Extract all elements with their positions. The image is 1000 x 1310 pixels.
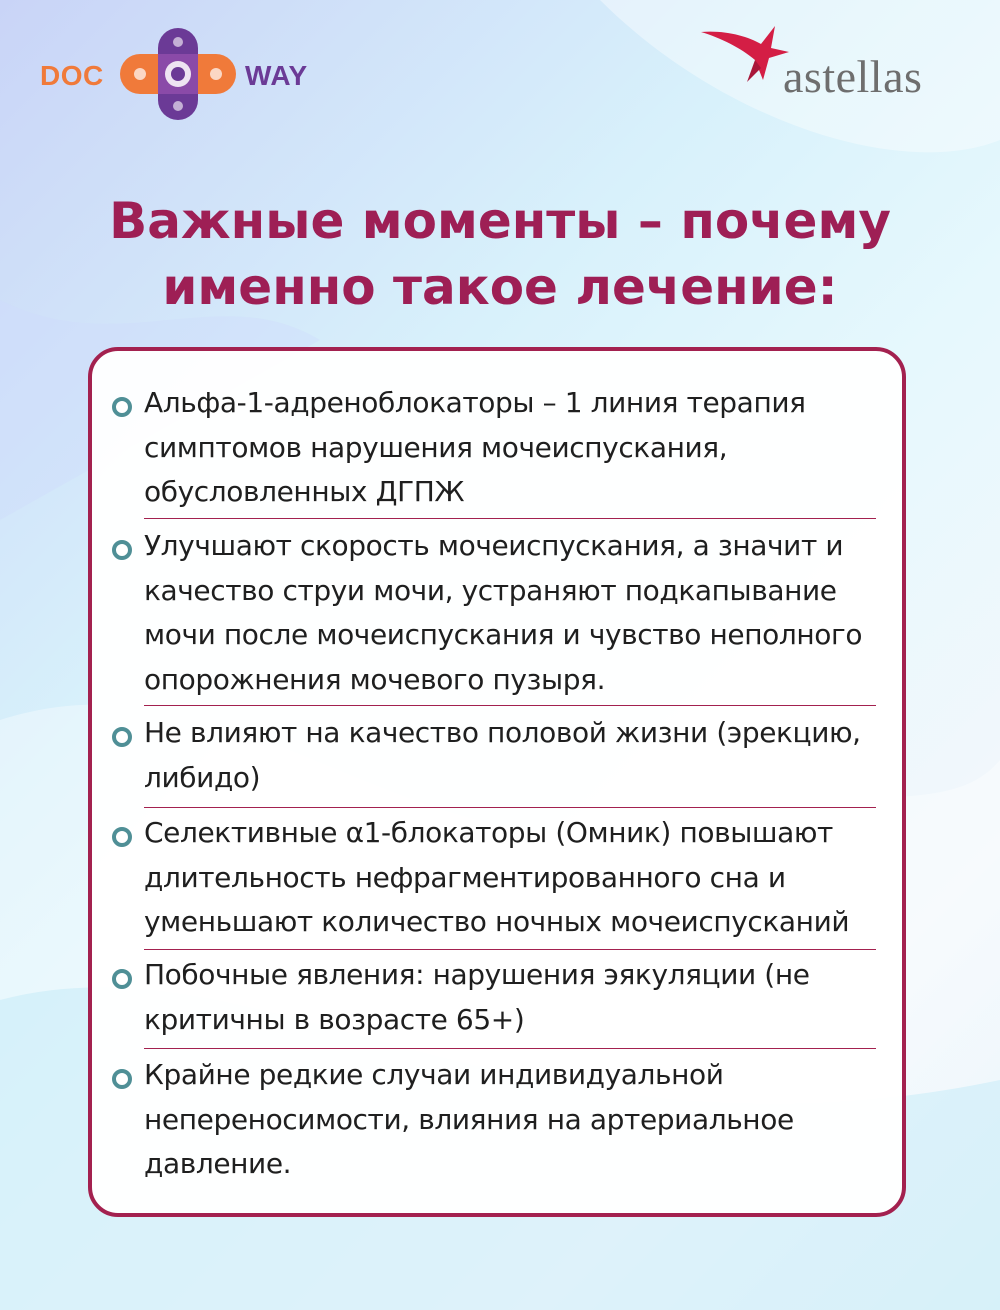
- divider: [144, 1048, 876, 1049]
- header: [0, 0, 1000, 140]
- bullet-ring-icon: [112, 827, 132, 847]
- list-item-text: Селективные α1-блокаторы (Омник) повышают длительность нефрагментированного сна и уменьшают количество ночных мочеиспусканий: [144, 816, 850, 938]
- bullet-ring-icon: [112, 969, 132, 989]
- list-item-text: Крайне редкие случаи индивидуальной непереносимости, влияния на артериальное давление.: [144, 1058, 794, 1180]
- list-item-text: Альфа-1-адреноблокаторы – 1 линия терапия симптомов нарушения мочеиспускания, обусловленных ДГПЖ: [144, 386, 806, 508]
- page-title-line-2: именно такое лечение:: [162, 258, 838, 316]
- docway-cross-logo-icon: [118, 26, 238, 122]
- divider: [144, 705, 876, 706]
- bullet-ring-icon: [112, 1069, 132, 1089]
- docway-logo-right-text: WAY: [245, 60, 308, 91]
- divider: [144, 518, 876, 519]
- docway-logo-left-text: DOC: [40, 60, 104, 91]
- info-card: [88, 347, 906, 1217]
- list-item-text: Улучшают скорость мочеиспускания, а значит и качество струи мочи, устраняют подкапывание мочи после мочеиспускания и чувство неполного опорожнения мочевого пузыря.: [144, 529, 863, 696]
- divider: [144, 807, 876, 808]
- docway-logo: [40, 26, 330, 122]
- astellas-star-logo-icon: [695, 22, 795, 102]
- divider: [144, 949, 876, 950]
- astellas-logo: [695, 22, 955, 102]
- page-title: [40, 188, 960, 320]
- list-item-text: Не влияют на качество половой жизни (эрекцию, либидо): [144, 716, 861, 794]
- bullet-ring-icon: [112, 540, 132, 560]
- bullet-ring-icon: [112, 727, 132, 747]
- page-title-line-1: Важные моменты – почему: [109, 192, 891, 250]
- list-item-text: Побочные явления: нарушения эякуляции (не критичны в возрасте 65+): [144, 958, 810, 1036]
- bullet-ring-icon: [112, 397, 132, 417]
- astellas-wordmark: astellas: [783, 51, 923, 102]
